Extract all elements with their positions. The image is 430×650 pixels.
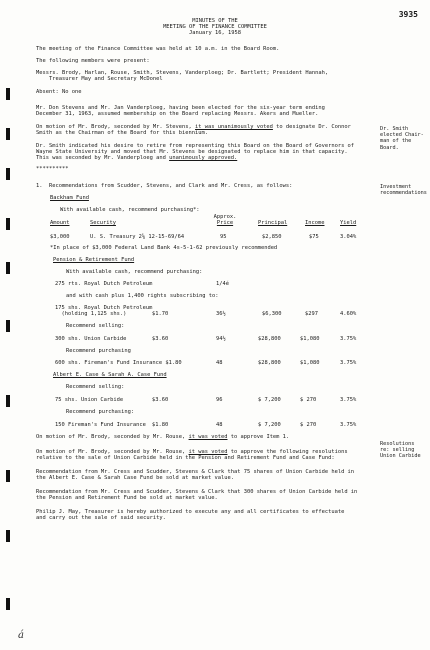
fund-title: Albert E. Case & Sarah A. Case Fund [53,372,167,378]
paragraph: Wayne State University and moved that Mr. Stevens be designated to replace him in that capacity. [36,149,348,155]
binder-mark [6,128,10,140]
binder-mark [6,395,10,407]
cell-price: 95 [220,234,227,240]
paragraph: Philip J. May, Treasurer is hereby authorized to execute any and all certificates to effectuate [36,509,345,515]
holding-row-sub: (holding 1,125 shs.) [55,311,127,317]
action-label: Recommend purchasing [66,348,131,354]
header-line2: MEETING OF THE FINANCE COMMITTEE [163,24,267,30]
holding-row: 175 shs. Royal Dutch Petroleum [55,305,153,311]
cell-yield: 3.75% [340,336,357,342]
paragraph: relative to the sale of Union Carbide held in the Pension and Retirement Fund and Case Fund: [36,455,335,461]
cell-security: U. S. Treasury 2⅝ 12-15-69/64 [90,234,185,240]
action-label: Recommend selling: [66,384,125,390]
cell-principal: $2,850 [262,234,282,240]
col-header-security: Security [90,220,116,226]
holding-row: 275 rts. Royal Dutch Petroleum [55,281,153,287]
paragraph [36,155,237,161]
text-run: On motion of Mr. Brody, seconded by Mr. Stevens, [36,124,196,130]
cell-yield: 3.04% [340,234,357,240]
margin-note: Investment recommendations [380,184,427,197]
col-header-income: Income [305,220,325,226]
cell-amount: $3,000 [50,234,70,240]
holding-row: 300 shs. Union Carbide [55,336,127,342]
cell-yield: 3.75% [340,397,357,403]
cell-dividend: $3.60 [152,397,169,403]
underlined-text: it was voted [188,449,228,455]
paragraph: and carry out the sale of said security. [36,515,166,521]
cell-income: $ 270 [300,422,317,428]
holding-row: 600 shs. Fireman's Fund Insurance $1.80 [55,360,182,366]
handwritten-mark: á [18,630,24,641]
header-line3: January 16, 1958 [189,30,241,36]
cell-price: 36½ [216,311,226,317]
cell-principal: $ 7,200 [258,422,281,428]
paragraph: Mr. Don Stevens and Mr. Jan Vanderploeg, having been elected for the six-year term ending [36,105,325,111]
binder-mark [6,168,10,180]
text-run: This was seconded by Mr. Vanderploeg and [36,155,170,161]
underlined-text: it was unanimously voted [195,124,273,130]
margin-note: Resolutions re: selling Union Carbide [380,441,421,460]
paragraph: the Pension and Retirement Fund be sold at market value. [36,495,218,501]
paragraph: the Albert E. Case & Sarah Case Fund be sold at market value. [36,475,234,481]
fund-intro: With available cash, recommend purchasing*: [60,207,200,213]
action-label: Recommend selling: [66,323,125,329]
paragraph: Messrs. Brody, Harlan, Rouse, Smith, Stevens, Vanderploeg; Dr. Bartlett; President Hannah, [36,70,329,76]
footnote: *In place of $3,000 Federal Land Bank 4s-5-1-62 previously recommended [50,245,278,251]
cell-price: 48 [216,360,223,366]
col-header-principal: Principal [258,220,288,226]
binder-mark [6,88,10,100]
binder-mark [6,598,10,610]
cell-yield: 3.75% [340,360,357,366]
underlined-text: unanimously approved. [169,155,238,161]
paragraph: Dr. Smith indicated his desire to retire from representing this Board on the Board of Governors of [36,143,355,149]
cell-income: $ 270 [300,397,317,403]
cell-dividend: $1.70 [152,311,169,317]
text-run: On motion of Mr. Brody, seconded by Mr. Rouse, [36,434,189,440]
fund-intro: With available cash, recommend purchasing: [66,269,203,275]
col-header-yield: Yield [340,220,357,226]
cell-price: 1/4é [216,281,229,287]
holding-row: 75 shs. Union Carbide [55,397,124,403]
paragraph: Smith as the Chairman of the Board for this biennium. [36,130,209,136]
cell-principal: $6,300 [262,311,282,317]
cell-principal: $28,800 [258,360,281,366]
cell-dividend: $1.80 [152,422,169,428]
paragraph: December 31, 1963, assumed membership on the Board replacing Messrs. Akers and Mueller. [36,111,319,117]
paragraph: The meeting of the Finance Committee was held at 10 a.m. in the Board Room. [36,46,280,52]
header-line1: MINUTES OF THE [192,18,238,24]
margin-note: Dr. Smith elected Chair- man of the Board. [380,126,424,151]
cell-price: 94½ [216,336,226,342]
paragraph: Recommendation from Mr. Cress and Scudder, Stevens & Clark that 300 shares of Union Carbide held in [36,489,358,495]
cell-income: $75 [309,234,319,240]
text-run: On motion of Mr. Brody, seconded by Mr. Rouse, [36,449,189,455]
action-label: Recommend purchasing: [66,409,135,415]
cell-yield: 4.60% [340,311,357,317]
col-header-amount: Amount [50,220,70,226]
page-number: 3935 [398,10,418,19]
item-heading: 1. Recommendations from Scudder, Stevens, and Clark and Mr. Cress, as follows: [36,183,293,189]
binder-mark [6,470,10,482]
text-run: to designate Dr. Connor [272,124,351,130]
binder-mark [6,320,10,332]
col-header-price-b: Price [216,220,234,226]
cell-principal: $ 7,200 [258,397,281,403]
cell-dividend: $3.60 [152,336,169,342]
cell-yield: 3.75% [340,422,357,428]
holding-row: 150 Fireman's Fund Insurance [55,422,146,428]
cell-principal: $28,800 [258,336,281,342]
cell-income: $1,080 [300,360,320,366]
paragraph: The following members were present: [36,58,150,64]
paragraph: Recommendation from Mr. Cress and Scudder, Stevens & Clark that 75 shares of Union Carbide held in [36,469,355,475]
binder-mark [6,530,10,542]
cell-price: 48 [216,422,223,428]
paragraph: Treasurer May and Secretary McDonel [36,76,163,82]
text-run: to approve Item 1. [227,434,290,440]
text-run: to approve the following resolutions [227,449,348,455]
col-header-price-a: Approx. [213,214,237,220]
binder-mark [6,218,10,230]
cell-income: $1,080 [300,336,320,342]
cell-income: $297 [305,311,318,317]
subscription-note: and with cash plus 1,400 rights subscribing to: [66,293,219,299]
paragraph [36,434,289,440]
binder-mark [6,262,10,274]
fund-title: Pension & Retirement Fund [53,257,135,263]
fund-title: Backham Fund [50,195,89,201]
separator-stars: ********** [36,166,69,172]
underlined-text: it was voted [188,434,228,440]
paragraph: Absent: No one [36,89,82,95]
cell-price: 96 [216,397,223,403]
